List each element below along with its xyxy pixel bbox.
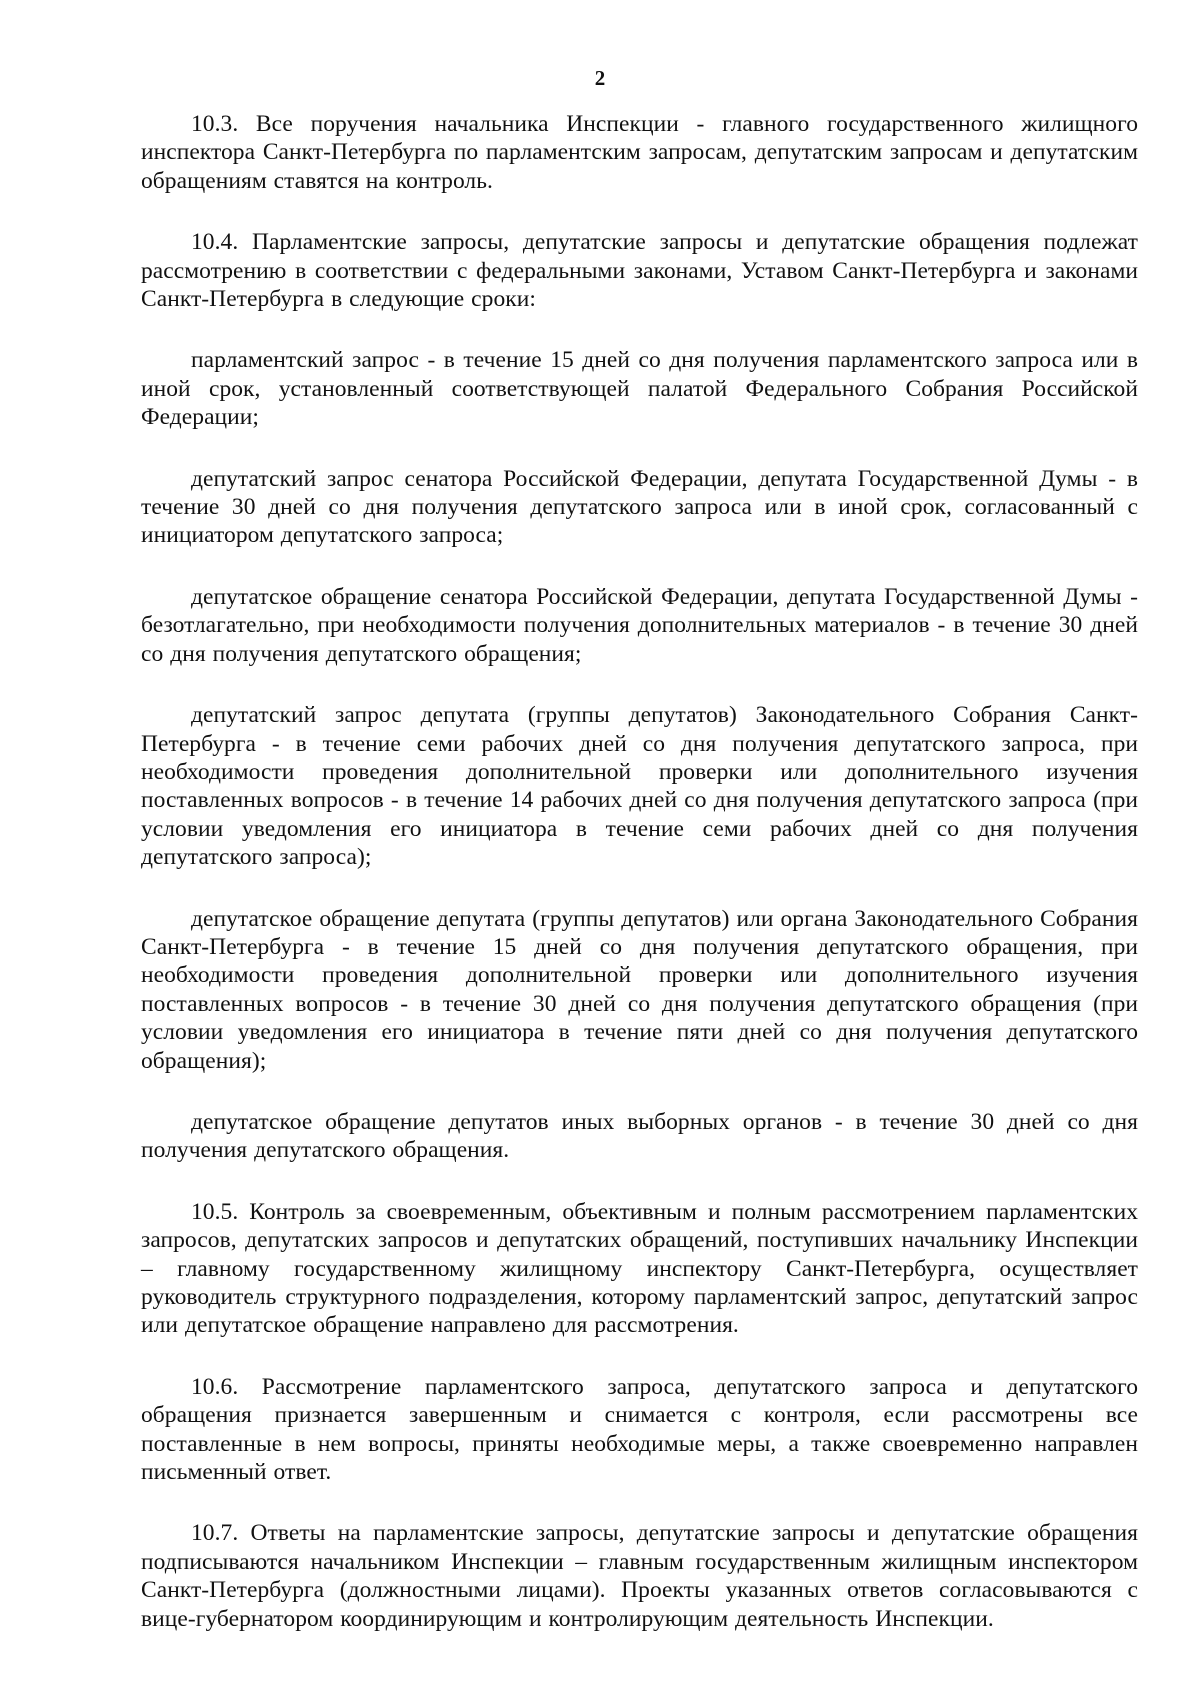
- paragraph-senator-appeal: депутатское обращение сенатора Российской Федерации, депутата Государственной Думы - безотлагательно, при необходимости получения дополнительных материалов - в течение 30 дней со дня получения депутатского обращения;: [141, 583, 1138, 667]
- paragraph-senator-request: депутатский запрос сенатора Российской Федерации, депутата Государственной Думы - в течение 30 дней со дня получения депутатского запроса или в иной срок, согласованный с инициатором депутатского запроса;: [141, 465, 1138, 549]
- paragraph-10-3: 10.3. Все поручения начальника Инспекции - главного государственного жилищного инспектора Санкт-Петербурга по парламентским запросам, депутатским запросам и депутатским обращениям ставятся на контроль.: [141, 111, 1138, 194]
- page-number: 2: [594, 66, 606, 90]
- paragraph-10-6: 10.6. Рассмотрение парламентского запроса, депутатского запроса и депутатского обращения признается завершенным и снимается с контроля, если рассмотрены все поставленные в нем вопросы, приняты необходимые меры, а также своевременно направлен письменный ответ.: [141, 1373, 1138, 1486]
- paragraph-parliamentary-request: парламентский запрос - в течение 15 дней со дня получения парламентского запроса или в иной срок, установленный соответствующей палатой Федерального Собрания Российской Федерации;: [141, 347, 1138, 431]
- paragraph-10-5: 10.5. Контроль за своевременным, объективным и полным рассмотрением парламентских запросов, депутатских запросов и депутатских обращений, поступивших начальнику Инспекции – главному государственному жилищному инспектору Санкт-Петербурга, осуществляет руководитель структурного подразделения, которому парламентский запрос, депутатский запрос или депутатское обращение направлено для рассмотрения.: [141, 1198, 1138, 1339]
- paragraph-10-4: 10.4. Парламентские запросы, депутатские запросы и депутатские обращения подлежат рассмотрению в соответствии с федеральными законами, Уставом Санкт-Петербурга и законами Санкт-Петербурга в следующие сроки:: [141, 229, 1138, 313]
- document-body: [141, 110, 1138, 1633]
- paragraph-legislative-assembly-appeal: депутатское обращение депутата (группы депутатов) или органа Законодательного Собрания Санкт-Петербурга - в течение 15 дней со дня получения депутатского обращения, при необходимости проведения дополнительной проверки или дополнительного изучения поставленных вопросов - в течение 30 дней со дня получения депутатского обращения (при условии уведомления его инициатора в течение пяти дней со дня получения депутатского обращения);: [141, 905, 1138, 1074]
- paragraph-10-7: 10.7. Ответы на парламентские запросы, депутатские запросы и депутатские обращения подписываются начальником Инспекции – главным государственным жилищным инспектором Санкт-Петербурга (должностными лицами). Проекты указанных ответов согласовываются с вице-губернатором координирующим и контролирующим деятельность Инспекции.: [141, 1520, 1138, 1632]
- paragraph-other-bodies-appeal: депутатское обращение депутатов иных выборных органов - в течение 30 дней со дня получения депутатского обращения.: [141, 1108, 1138, 1164]
- paragraph-legislative-assembly-request: депутатский запрос депутата (группы депутатов) Законодательного Собрания Санкт-Петербурга - в течение семи рабочих дней со дня получения депутатского запроса, при необходимости проведения дополнительной проверки или дополнительного изучения поставленных вопросов - в течение 14 рабочих дней со дня получения депутатского запроса (при условии уведомления его инициатора в течение семи рабочих дней со дня получения депутатского запроса);: [141, 702, 1138, 871]
